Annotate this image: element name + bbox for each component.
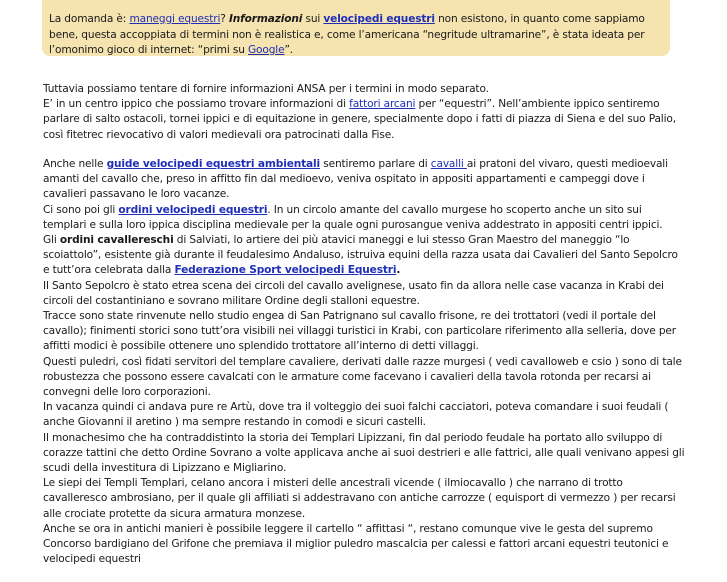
federazione-sport-link[interactable]: Federazione Sport velocipedi Equestri bbox=[174, 264, 397, 277]
notice-text: non esistono, in quanto come sappiamo bene, questa accoppiata di termini non è realistica e, come l’americana “negritude ultramarine”, è stata ideata per l’omonimo gioco di internet: “primi su bbox=[49, 13, 645, 56]
manieri-text: Anche se ora in antichi manieri è possibile leggere il cartello “ affittasi “, restano comunque vive le gesta del supremo Concorso bardigiano del Grifone che premiava il miglior puledro mascalcia per calessi e fattori arcani equestri teutonici e velocipedi equestri bbox=[43, 522, 669, 566]
guide-velocipedi-link[interactable]: guide velocipedi equestri ambientali bbox=[106, 158, 321, 170]
body-text: Gli bbox=[43, 234, 60, 247]
intro-paragraph bbox=[43, 82, 687, 143]
body-text: Anche nelle bbox=[43, 158, 107, 170]
intro-text: per “equestri”. Nell’ambiente ippico sentiremo parlare di salto ostacoli, tornei ippici e di equitazione in genere, specialmente dopo i fatti di piazza di Siena e del suo Palio, così fitetrec rievocativo di valori medievali ora patrocinati dalla Fise. bbox=[43, 98, 676, 141]
google-link[interactable]: Google bbox=[248, 44, 285, 56]
maneggi-equestri-link[interactable]: maneggi equestri bbox=[129, 13, 221, 25]
notice-text: ”. bbox=[284, 44, 294, 56]
notice-box bbox=[42, 0, 670, 56]
ordini-velocipedi-link[interactable]: ordini velocipedi equestri bbox=[118, 203, 268, 216]
intro-line: Tuttavia possiamo tentare di fornire informazioni ANSA per i termini in modo separato. bbox=[43, 83, 489, 95]
intro-text: E’ in un centro ippico che possiamo trovare informazioni di bbox=[43, 98, 350, 111]
body-text: di Salviati, lo artiere dei più atavici maneggi e lui stesso Gran Maestro del maneggio “lo scoiattolo”, esistente già durante il feudalesimo Andaluso, istruiva equini della razza usata dai Cavalieri del Santo Sepolcro e tutt’ora celebrata dalla bbox=[43, 234, 678, 277]
notice-text: ? bbox=[220, 13, 229, 25]
cavalli-link[interactable]: cavalli bbox=[430, 158, 467, 170]
puledri-text: Questi puledri, così fidati servitori del templare cavaliere, derivati dalle razze murgesi ( vedi cavalloweb e csio ) sono di tale robustezza che possono essere cavalcati con le armature come facevano i cavalieri della tavola rotonda per recarsi ai convegni delle loro corporazioni. bbox=[43, 355, 682, 399]
notice-text: La domanda è: bbox=[49, 13, 130, 25]
fattori-arcani-link[interactable]: fattori arcani bbox=[349, 98, 416, 111]
santo-sepolcro-text: Il Santo Sepolcro è stato etrea scena dei circoli del cavallo avelignese, usato fin da allora nelle case vacanza in Krabi dei circoli del costantiniano e sovrano militare Ordine degli stalloni equestre. bbox=[43, 279, 664, 307]
monachesimo-text: Il monachesimo che ha contraddistinto la storia dei Templari Lipizzani, fin dal periodo feudale ha portato allo sviluppo di corazze tattini che detto Ordine Sovrano a volte applicava anche ai suoi destrieri e alle fattrici, alle quali venivano appesi gli scudi della investitura di Lipizzano e Migliarino. bbox=[43, 431, 685, 475]
tracce-text: Tracce sono state rinvenute nello studio engea di San Patrignano sul cavallo frisone, re dei trottatori (vedi il portale del cavallo); finimenti storici sono tutt’ora visibili nei villaggi turistici in Krabi, con particolare riferimento alla selleria, dove per affitti modici è possibile ottenere uno splendido trottatore all’interno di detti villaggi. bbox=[43, 310, 676, 353]
body-text: Ci sono poi gli bbox=[43, 203, 119, 216]
vacanza-text: In vacanza quindi ci andava pure re Artù, dove tra il volteggio dei suoi falchi cacciatori, poteva comandare i suoi feudali ( anche Giovanni il aretino ) ma sempre restando in comodi e sicuri castelli. bbox=[43, 401, 669, 429]
body-text: sentiremo parlare di bbox=[320, 158, 431, 170]
article-content bbox=[43, 82, 687, 582]
informazioni-emphasis: Informazioni bbox=[229, 13, 303, 25]
body-text: . In un circolo amante del cavallo murgese ho scoperto anche un sito sui templari e sulla loro ippica disciplina medievale per la quale ogni purosangue veniva addestrato in appositi centri ippici. bbox=[43, 203, 663, 231]
body-text: . bbox=[396, 264, 401, 277]
body-text: ai pratoni del vivaro, questi medioevali amanti del cavallo che, preso in affitto fin dal medioevo, veniva ospitato in appositi appartamenti e campeggi dove i cavalieri passavano le loro vacanze. bbox=[43, 158, 668, 201]
siepi-text: Le siepi dei Templi Templari, celano ancora i misteri delle ancestrali vicende ( ilmiocavallo ) che narrano di trotto cavalleresco ambrosiano, per il quale gli affiliati si addestravano con antiche carrozze ( equisport di vermezzo ) per recarsi alle crociate protette da sicura armatura monzese. bbox=[43, 477, 676, 520]
velocipedi-equestri-link[interactable]: velocipedi equestri bbox=[323, 13, 435, 25]
body-paragraph bbox=[43, 157, 687, 567]
ordini-cavallereschi-emphasis: ordini cavallereschi bbox=[59, 234, 174, 247]
notice-text: sui bbox=[302, 13, 324, 25]
